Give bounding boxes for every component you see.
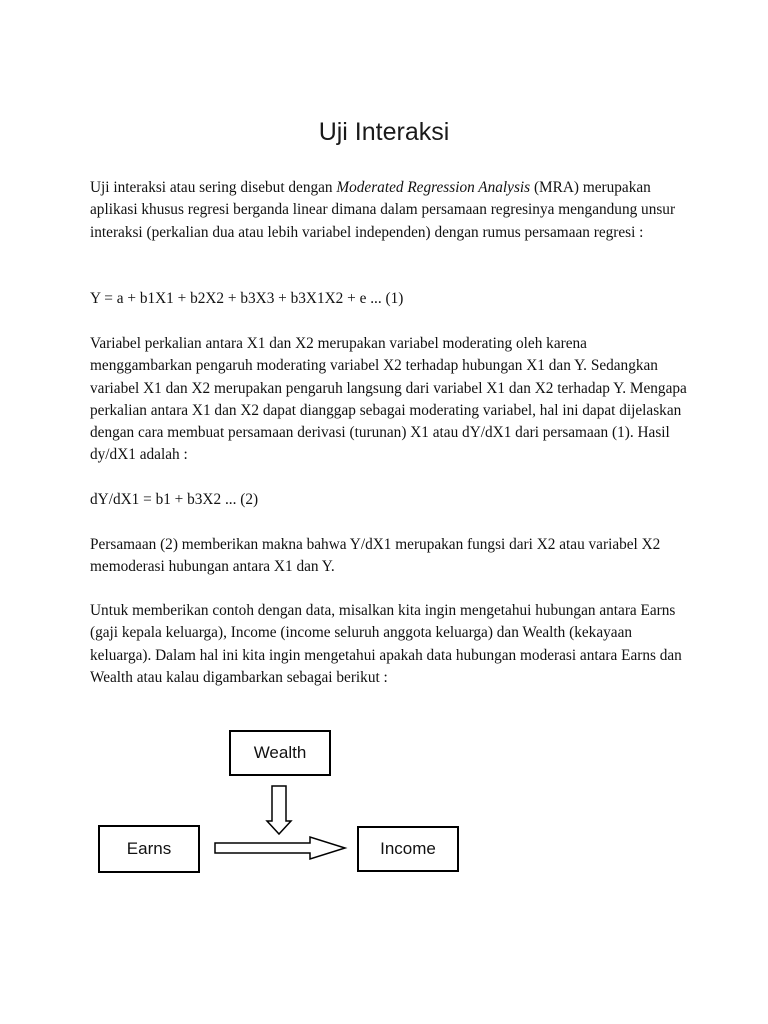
paragraph-moderating: Variabel perkalian antara X1 dan X2 merupakan variabel moderating oleh karena menggambarkan pengaruh moderating variabel X2 terhadap hubungan X1 dan Y. Sedangkan variabel X1 dan X2 merupakan pengaruh langsung dari variabel X1 dan X2 terhadap Y. Mengapa perkalian antara X1 dan X2 dapat dianggap sebagai moderating variabel, hal ini dapat dijelaskan dengan cara membuat persamaan derivasi (turunan) X1 atau dY/dX1 dari persamaan (1). Hasil dy/dX1 adalah : (90, 335, 687, 464)
equation-1: Y = a + b1X1 + b2X2 + b3X3 + b3X1X2 + e ... (1) (90, 290, 404, 307)
paragraph-meaning: Persamaan (2) memberikan makna bahwa Y/dX1 merupakan fungsi dari X2 atau variabel X2 memoderasi hubungan antara X1 dan Y. (90, 536, 661, 576)
intro-text-start: Uji interaksi atau sering disebut dengan (90, 179, 337, 196)
wealth-label: Wealth (253, 743, 307, 762)
down-arrow-icon (267, 786, 291, 834)
paragraph-example: Untuk memberikan contoh dengan data, misalkan kita ingin mengetahui hubungan antara Earns (gaji kepala keluarga), Income (income seluruh anggota keluarga) dan Wealth (kekayaan keluarga). Dalam hal ini kita ingin mengetahui apakah data hubungan moderasi antara Earns dan Wealth atau kalau digambarkan sebagai berikut : (90, 602, 682, 686)
income-label: Income (380, 839, 436, 858)
page-title: Uji Interaksi (318, 118, 450, 146)
equation-2: dY/dX1 = b1 + b3X2 ... (2) (90, 491, 259, 508)
intro-italic-term: Moderated Regression Analysis (336, 179, 531, 196)
right-arrow-icon (215, 837, 345, 859)
earns-label: Earns (126, 839, 172, 858)
intro-text-end: (MRA) merupakan aplikasi khusus regresi berganda linear dimana dalam persamaan regresinya mengandung unsur interaksi (perkalian dua atau lebih variabel independen) dengan rumus persamaan regresi : (90, 179, 676, 241)
